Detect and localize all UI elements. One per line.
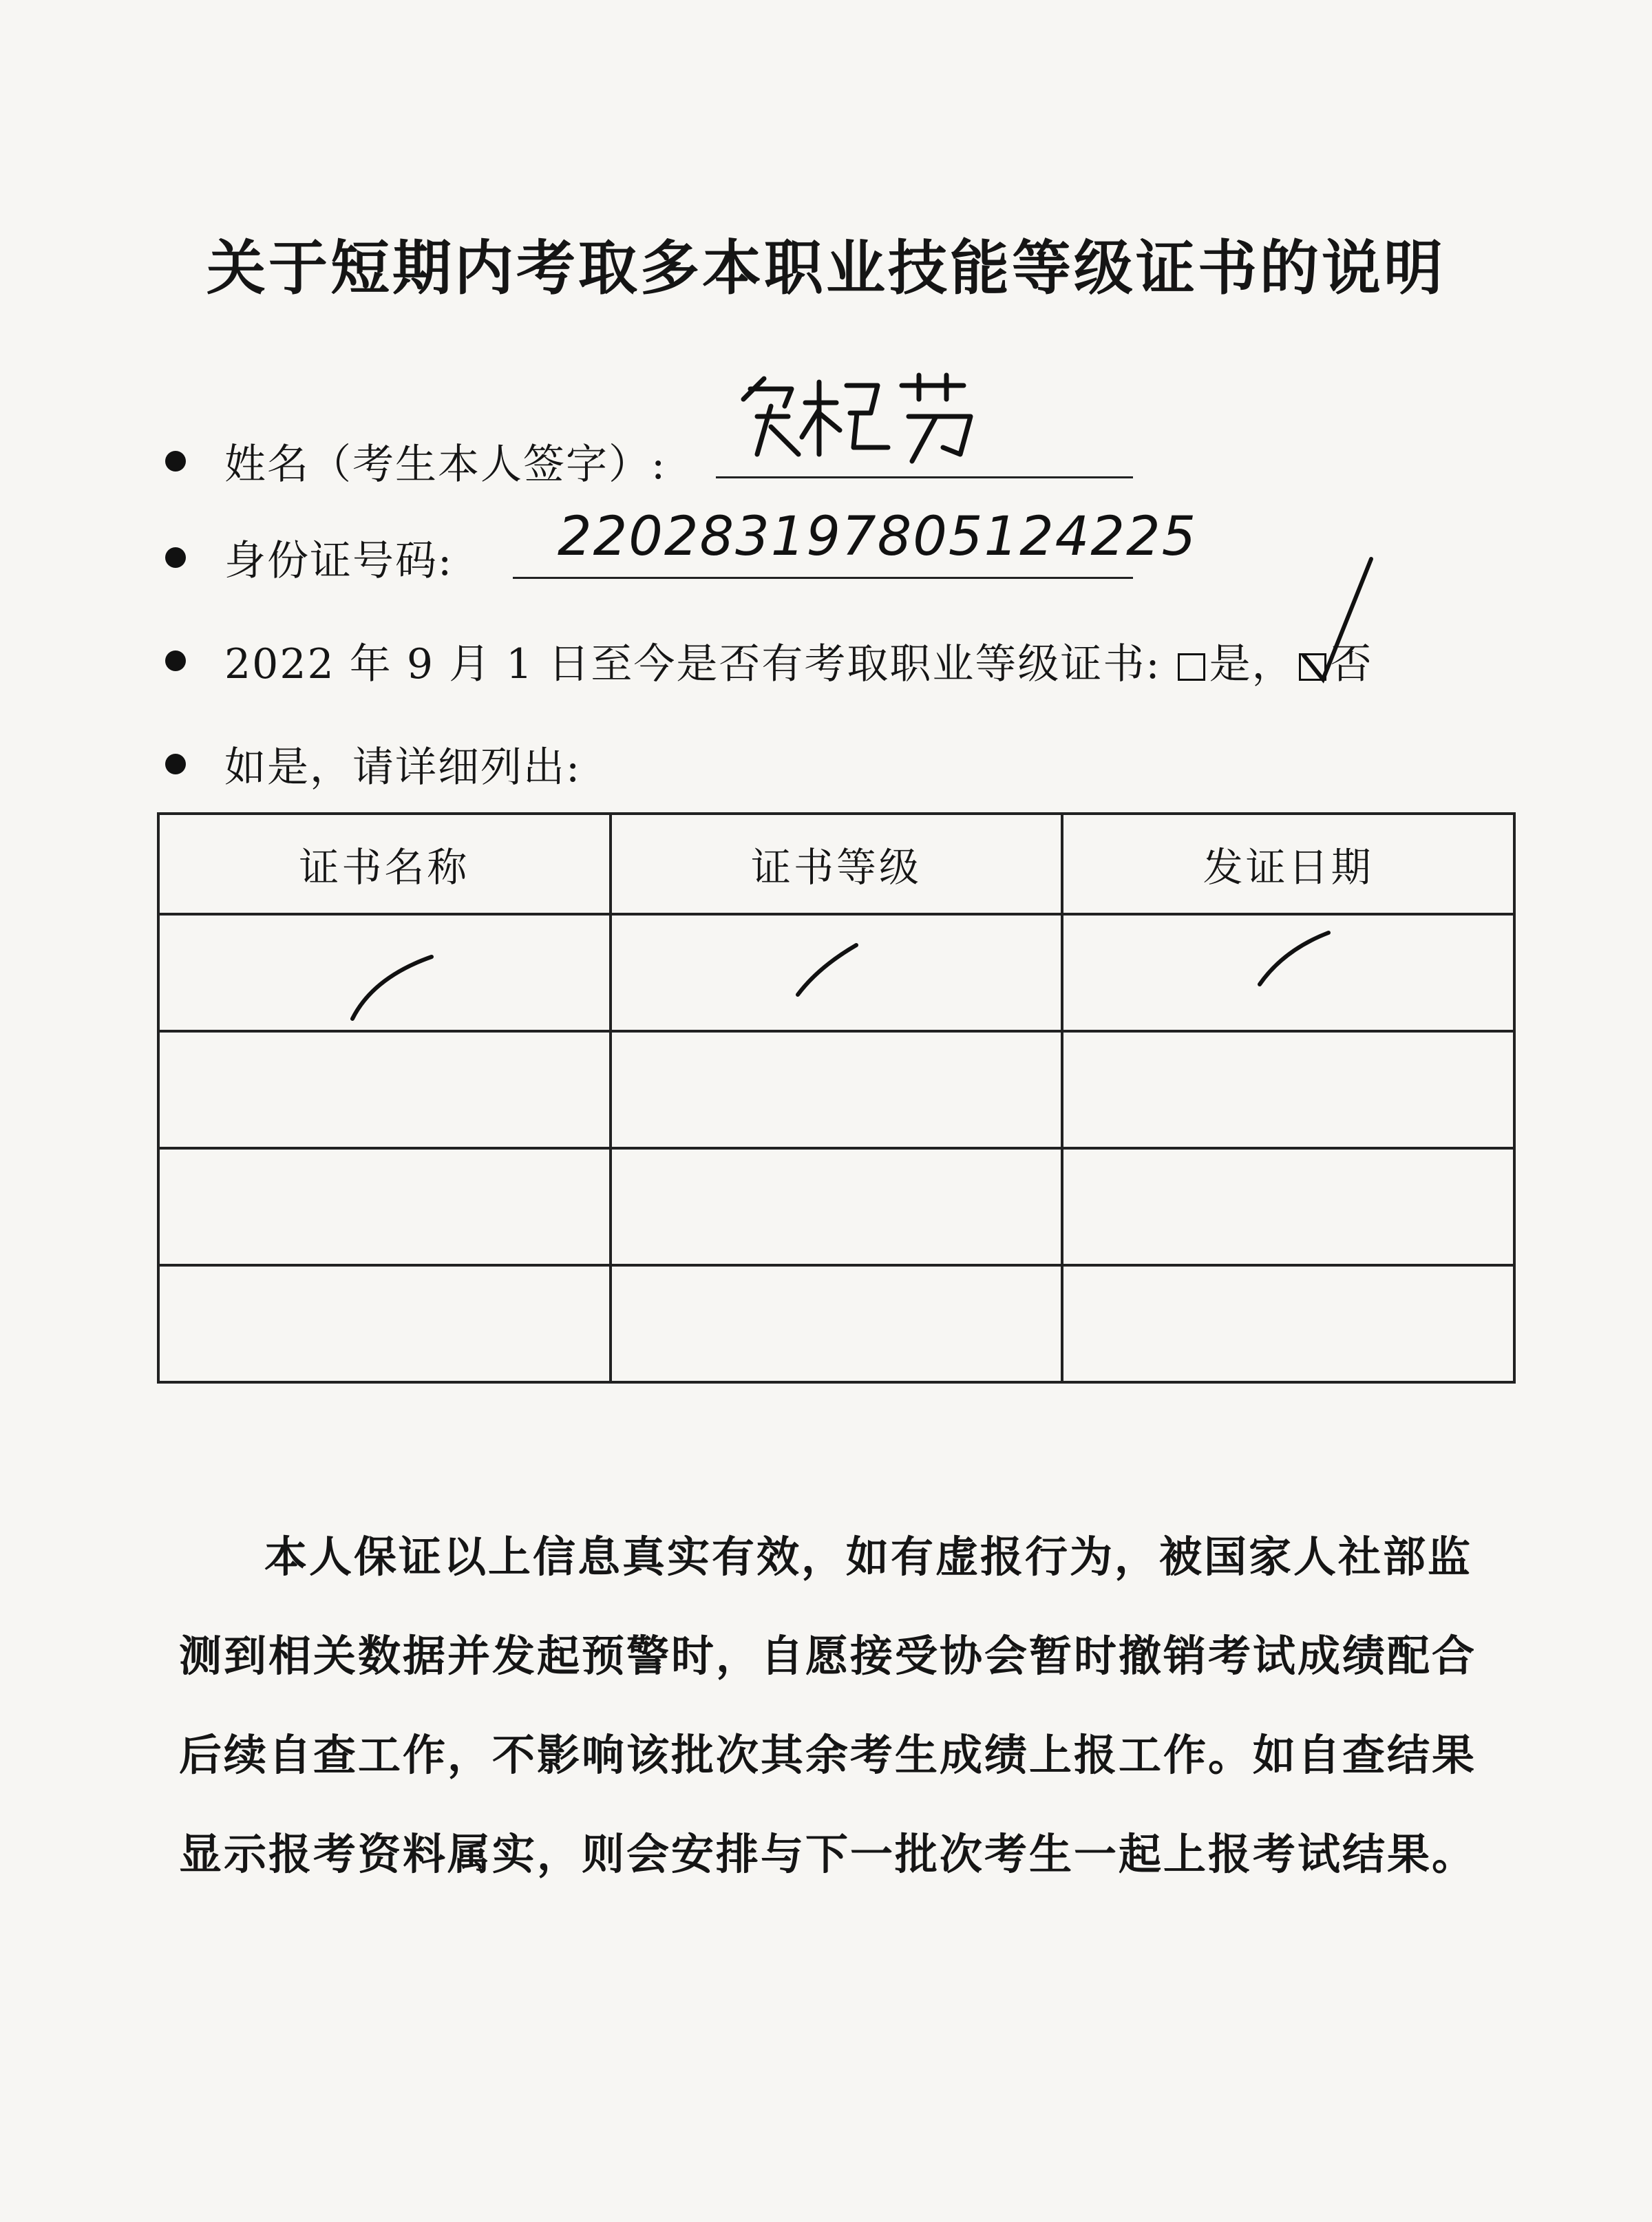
header-certificate-level: 证书等级 <box>611 814 1063 914</box>
bullet-icon <box>165 754 186 774</box>
question-label: 2022 年 9 月 1 日至今是否有考取职业等级证书: <box>224 640 1161 688</box>
table-row <box>158 1148 1514 1265</box>
handwritten-signature <box>716 351 1005 475</box>
option-no-label: 否 <box>1330 640 1373 688</box>
bullet-icon <box>165 547 186 568</box>
option-no[interactable] <box>1295 631 1373 690</box>
table-cell[interactable] <box>611 914 1063 1031</box>
signature-text: 贺艳芬 <box>716 351 718 352</box>
id-underline <box>513 577 1133 579</box>
table-cell[interactable] <box>1062 1031 1514 1148</box>
slash-mark-icon <box>1253 926 1335 995</box>
table-cell[interactable] <box>158 1265 611 1382</box>
bullet-icon <box>165 451 186 472</box>
certificate-question <box>165 630 1373 692</box>
table-cell[interactable] <box>158 1148 611 1265</box>
table-cell[interactable] <box>611 1031 1063 1148</box>
certificate-table <box>157 812 1516 1384</box>
bullet-icon <box>165 650 186 671</box>
table-cell[interactable] <box>1062 1265 1514 1382</box>
detail-field <box>165 733 581 795</box>
table-cell[interactable] <box>1062 1148 1514 1265</box>
name-label: 姓名（考生本人签字）: <box>224 441 667 489</box>
table-cell[interactable] <box>1062 914 1514 1031</box>
table-row <box>158 1031 1514 1148</box>
table-cell[interactable] <box>158 914 611 1031</box>
table-cell[interactable] <box>611 1148 1063 1265</box>
table-cell[interactable] <box>611 1265 1063 1382</box>
table-cell[interactable] <box>158 1031 611 1148</box>
slash-mark-icon <box>791 940 867 1002</box>
checkmark-icon <box>1297 552 1379 690</box>
option-yes[interactable] <box>1174 631 1295 690</box>
name-underline <box>716 476 1133 478</box>
header-issue-date: 发证日期 <box>1062 814 1514 914</box>
detail-label: 如是，请详细列出: <box>224 743 582 792</box>
option-yes-label: 是， <box>1209 640 1295 688</box>
document-title: 关于短期内考取多本职业技能等级证书的说明 <box>206 234 1446 303</box>
name-field <box>165 430 666 492</box>
id-number-handwritten: 220283197805124225 <box>558 506 1198 568</box>
table-row <box>158 914 1514 1031</box>
declaration-statement: 本人保证以上信息真实有效，如有虚报行为，被国家人社部监测到相关数据并发起预警时，自愿接受协会暂时撤销考试成绩配合后续自查工作，不影响该批次其余考生成绩上报工作。如自查结果显示报考资料属实，则会安排与下一批次考生一起上报考试结果。 <box>179 1532 1477 1879</box>
checkbox-yes[interactable] <box>1178 653 1205 681</box>
slash-mark-icon <box>346 950 442 1026</box>
id-field <box>165 527 453 589</box>
table-header-row <box>158 814 1514 914</box>
header-certificate-name: 证书名称 <box>158 814 611 914</box>
table-row <box>158 1265 1514 1382</box>
id-label: 身份证号码: <box>224 537 454 585</box>
checkbox-no-checked[interactable] <box>1299 653 1326 681</box>
